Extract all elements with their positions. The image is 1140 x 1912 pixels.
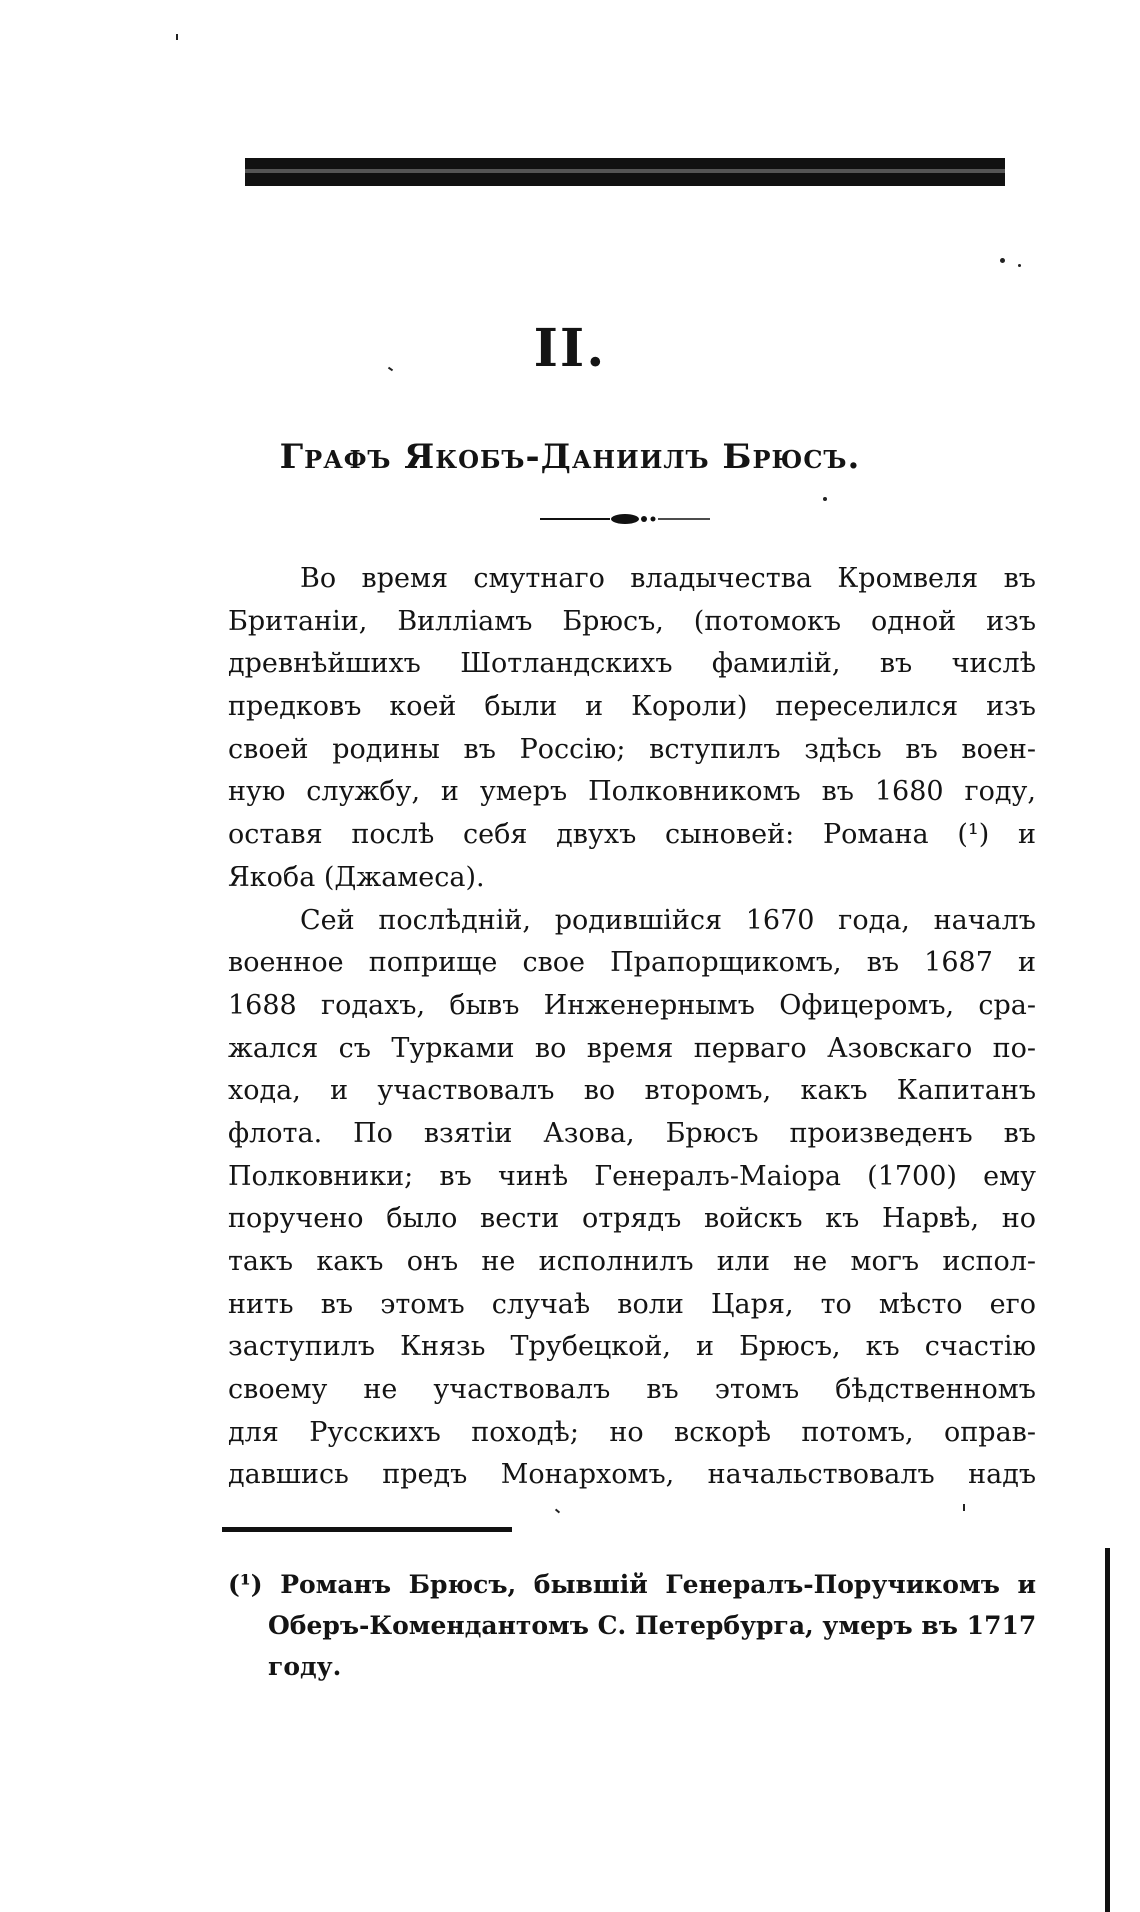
- text-line: заступилъ Князь Трубецкой, и Брюсъ, къ счастію: [228, 1331, 1036, 1363]
- text-line: Якоба (Джамеса).: [228, 861, 485, 893]
- header-rule: [245, 158, 1005, 186]
- scan-speck: [176, 34, 178, 40]
- body-text: [228, 558, 1036, 1497]
- scan-speck: [963, 1504, 965, 1511]
- text-line: хода, и участвовалъ во второмъ, какъ Капитанъ: [228, 1075, 1036, 1107]
- text-line: своей родины въ Россію; вступилъ здѣсь въ воен-: [228, 733, 1036, 765]
- text-line: оставя послѣ себя двухъ сыновей: Романа (¹) и: [228, 819, 1036, 851]
- text-line: древнѣйшихъ Шотландскихъ фамилій, въ числѣ: [228, 648, 1036, 680]
- text-line: 1688 годахъ, бывъ Инженернымъ Офицеромъ, сра-: [228, 989, 1036, 1021]
- text-line: Полковники; въ чинѣ Генералъ-Маіора (1700) ему: [228, 1160, 1036, 1192]
- text-line: Британіи, Вилліамъ Брюсъ, (потомокъ одной изъ: [228, 605, 1036, 637]
- chapter-title: Графъ Якобъ-Даниилъ Брюсъ.: [279, 437, 861, 477]
- text-line: флота. По взятіи Азова, Брюсъ произведенъ въ: [228, 1117, 1036, 1149]
- text-line: ную службу, и умеръ Полковникомъ въ 1680 году,: [228, 776, 1036, 808]
- chapter-number: II.: [533, 318, 607, 379]
- text-line: военное поприще свое Прапорщикомъ, въ 1687 и: [228, 947, 1036, 979]
- footnote-line: Оберъ-Комендантомъ С. Петербурга, умеръ въ 1717: [268, 1611, 1037, 1640]
- text-line: для Русскихъ походѣ; но вскорѣ потомъ, оправ-: [228, 1416, 1036, 1448]
- footnote-line: году.: [268, 1652, 342, 1681]
- footnote-line: (¹) Романъ Брюсъ, бывшій Генералъ-Поручикомъ и: [228, 1570, 1036, 1599]
- text-line: Сей послѣдній, родившійся 1670 года, началъ: [300, 904, 1036, 936]
- text-line: жался съ Турками во время перваго Азовскаго по-: [228, 1032, 1036, 1064]
- page-edge: [1105, 1548, 1110, 1912]
- scan-speck: [823, 497, 827, 501]
- text-line: нить въ этомъ случаѣ воли Царя, то мѣсто его: [228, 1288, 1036, 1320]
- text-line: Во время смутнаго владычества Кромвеля въ: [300, 563, 1036, 594]
- text-line: давшись предъ Монархомъ, начальствовалъ надъ: [228, 1459, 1036, 1491]
- scan-speck: [1018, 264, 1021, 267]
- scan-speck: [555, 1509, 560, 1514]
- text-line: такъ какъ онъ не исполнилъ или не могъ испол-: [228, 1246, 1036, 1277]
- text-line: поручено было вести отрядъ войскъ къ Нарвѣ, но: [228, 1203, 1036, 1235]
- footnote: [228, 1564, 1036, 1687]
- text-line: своему не участвовалъ въ этомъ бѣдственномъ: [228, 1374, 1036, 1406]
- scan-speck: [1000, 258, 1005, 263]
- footnote-rule: [222, 1527, 512, 1532]
- text-line: предковъ коей были и Короли) переселился изъ: [228, 691, 1036, 723]
- ornament-divider: [540, 512, 710, 526]
